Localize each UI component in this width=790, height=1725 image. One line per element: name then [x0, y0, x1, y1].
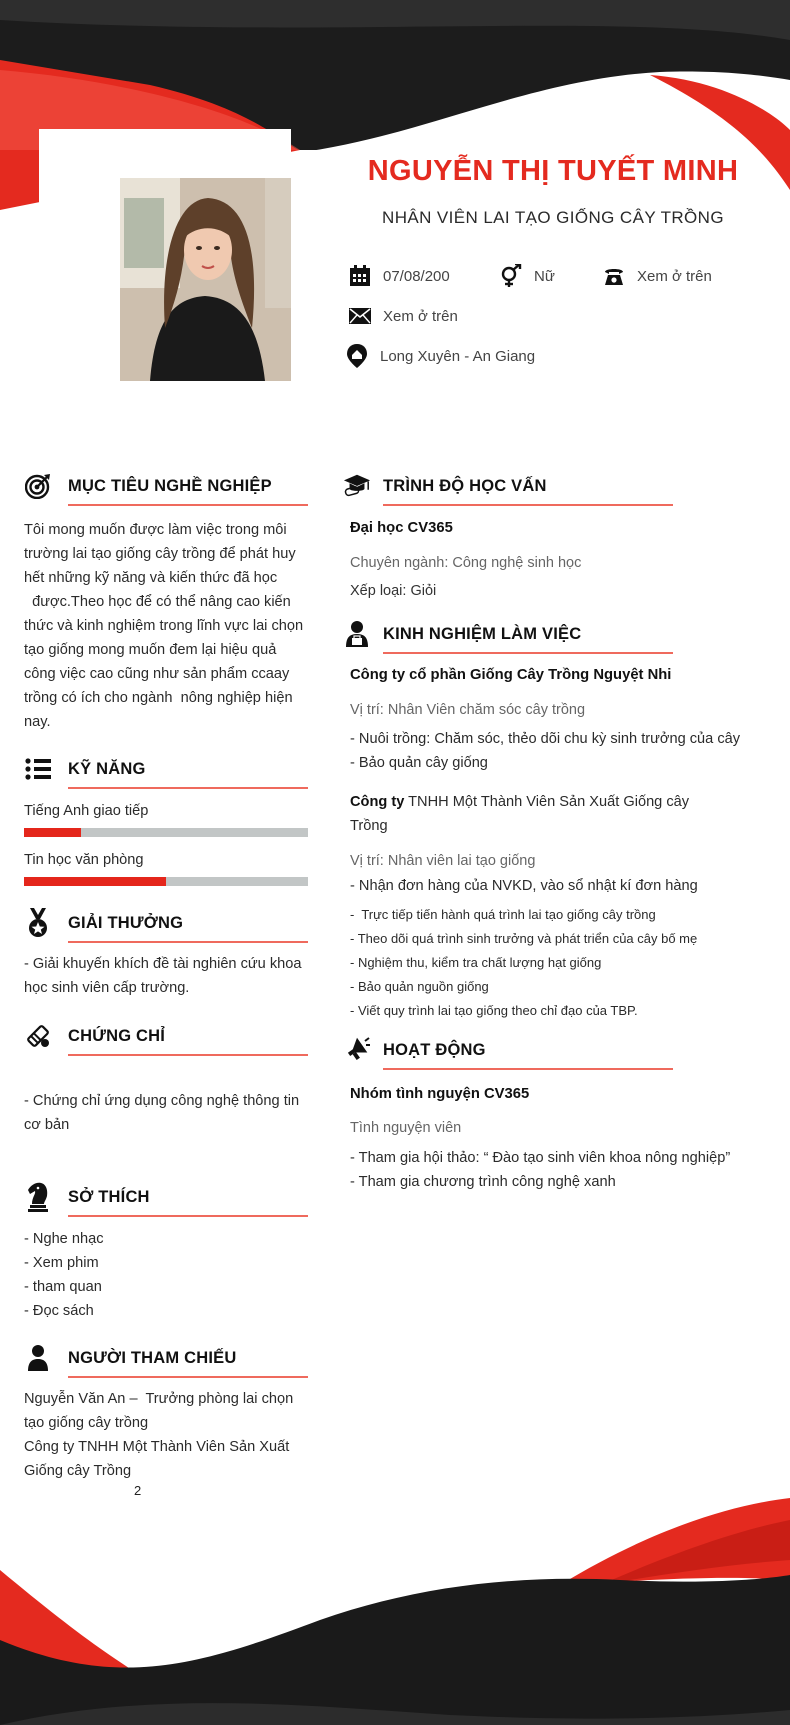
hobby-item: - Xem phim [24, 1255, 99, 1271]
hobbies-header [24, 1183, 310, 1219]
activities-title: HOẠT ĐỘNG [383, 1041, 486, 1059]
objective-divider [68, 504, 308, 506]
skills-divider [68, 787, 308, 789]
reference-line: Công ty TNHH Một Thành Viên Sản Xuất [24, 1439, 290, 1455]
objective-title: MỤC TIÊU NGHỀ NGHIỆP [68, 477, 272, 495]
skill-bar-fill [24, 828, 81, 837]
skill-bar [24, 877, 308, 886]
chess-knight-icon [24, 1183, 52, 1211]
awards-divider [68, 941, 308, 943]
objective-line: trồng có ích cho ngành nông nghiệp hiện [24, 690, 293, 706]
email-value: Xem ở trên [383, 307, 458, 325]
activity-group: Nhóm tình nguyện CV365 [350, 1086, 530, 1102]
objective-line: công việc cao cũng như sản phẩm ccaay [24, 666, 290, 682]
certificates-title: CHỨNG CHỈ [68, 1027, 166, 1045]
objective-line: trường lai tạo giống cây trồng để phát huy [24, 546, 296, 562]
education-divider [383, 504, 673, 506]
hobbies-divider [68, 1215, 308, 1217]
activity-list [350, 1146, 730, 1194]
email-info [348, 304, 458, 328]
birthdate-info [348, 264, 450, 288]
experience-title: KINH NGHIỆM LÀM VIỆC [383, 625, 582, 643]
skill-bar [24, 828, 308, 837]
skills-title: KỸ NĂNG [68, 760, 146, 778]
objective-line: Tôi mong muốn được làm việc trong môi [24, 522, 287, 538]
footer-wave-decoration [0, 1490, 790, 1725]
job-company-line2: Trồng [350, 818, 388, 834]
activity-role: Tình nguyện viên [350, 1120, 462, 1136]
skill-bar-fill [24, 877, 166, 886]
profile-photo [120, 178, 291, 381]
address-info [345, 344, 535, 368]
reference-line: tạo giống cây trồng [24, 1415, 149, 1431]
hobbies-title: SỞ THÍCH [68, 1188, 150, 1206]
awards-title: GIẢI THƯỞNG [68, 914, 184, 932]
briefcase-person-icon [343, 620, 371, 648]
awards-header [24, 909, 310, 945]
activity-item: - Tham gia hội thảo: “ Đào tạo sinh viên khoa nông nghiệp” [350, 1150, 731, 1166]
references-title: NGƯỜI THAM CHIẾU [68, 1349, 237, 1367]
education-title: TRÌNH ĐỘ HỌC VẤN [383, 477, 547, 495]
job-task: - Nghiệm thu, kiểm tra chất lượng hạt giống [350, 955, 602, 970]
hobbies-list [24, 1227, 104, 1323]
medal-icon [24, 909, 52, 937]
job-task: - Trực tiếp tiến hành quá trình lai tạo giống cây trồng [350, 907, 656, 922]
activities-header [343, 1036, 673, 1072]
references-header [24, 1344, 310, 1380]
certificate-line: - Chứng chỉ ứng dụng công nghệ thông tin [24, 1093, 300, 1109]
candidate-name: NGUYỄN THỊ TUYẾT MINH [367, 155, 739, 187]
job-position: Vị trí: Nhân viên lai tạo giống [350, 853, 536, 869]
objective-line: thức và kinh nghiệm trong lĩnh vực lai chọn [24, 618, 304, 634]
references-divider [68, 1376, 308, 1378]
job-tasks [350, 727, 740, 775]
address-value: Long Xuyên - An Giang [380, 347, 536, 365]
reference-line: Giống cây Trồng [24, 1463, 132, 1479]
job-company: Công ty cổ phần Giống Cây Trồng Nguyệt Nhi [350, 667, 672, 683]
activities-divider [383, 1068, 673, 1070]
person-icon [24, 1344, 52, 1372]
hobby-item: - Đọc sách [24, 1303, 94, 1319]
reference-line: Nguyễn Văn An – Trưởng phòng lai chọn [24, 1391, 294, 1407]
objective-line: nay. [24, 714, 51, 730]
envelope-icon [348, 304, 372, 328]
certificate-icon [24, 1022, 52, 1050]
job-task: - Nuôi trồng: Chăm sóc, thẻo dõi chu kỳ sinh trưởng của cây [350, 731, 741, 747]
education-header [343, 472, 673, 508]
certificates-divider [68, 1054, 308, 1056]
certificates-text [24, 1089, 319, 1137]
gender-info [499, 264, 555, 288]
target-icon [24, 472, 52, 500]
job-task: - Bảo quản nguồn giống [350, 979, 489, 994]
objective-text [24, 518, 319, 734]
phone-icon [602, 264, 626, 288]
location-pin-icon [345, 344, 369, 368]
graduation-cap-icon [343, 472, 371, 500]
job-title: NHÂN VIÊN LAI TẠO GIỐNG CÂY TRỒNG [382, 208, 724, 227]
job-company [350, 790, 700, 838]
reference-partial-text: 2 [134, 1483, 142, 1498]
objective-line: tạo giống mong muốn đem lại hiệu quả [24, 642, 277, 658]
objective-header [24, 472, 310, 508]
skills-header [24, 755, 310, 791]
gender-value: Nữ [534, 267, 555, 285]
job-task: - Viết quy trình lai tạo giống theo chỉ đạo của TBP. [350, 1003, 638, 1018]
objective-line: được.Theo học để có thể nâng cao kiến [24, 594, 291, 610]
objective-line: hết những kỹ năng và kiến thức đã học [24, 570, 278, 586]
awards-text [24, 952, 319, 1000]
job-company-rest: TNHH Một Thành Viên Sản Xuất Giống cây [404, 794, 690, 810]
certificate-line: cơ bản [24, 1117, 70, 1133]
gender-icon [499, 264, 523, 288]
calendar-icon [348, 264, 372, 288]
job-task: - Nhận đơn hàng của NVKD, vào sổ nhật kí đơn hàng [350, 878, 698, 894]
list-icon [24, 755, 52, 783]
hobby-item: - Nghe nhạc [24, 1231, 104, 1247]
birthdate-value: 07/08/200 [383, 267, 450, 285]
education-major: Chuyên ngành: Công nghệ sinh học [350, 555, 582, 571]
education-school: Đại học CV365 [350, 520, 453, 536]
education-rank: Xếp loại: Giỏi [350, 583, 437, 599]
skill-label: Tiếng Anh giao tiếp [24, 803, 149, 819]
references-text [24, 1387, 319, 1483]
skill-label: Tin học văn phòng [24, 852, 144, 868]
award-line: - Giải khuyến khích đề tài nghiên cứu khoa [24, 956, 302, 972]
job-task: - Theo dõi quá trình sinh trưởng và phát triển của cây bố mẹ [350, 931, 698, 946]
hobby-item: - tham quan [24, 1279, 102, 1295]
phone-value: Xem ở trên [637, 267, 712, 285]
activity-item: - Tham gia chương trình công nghệ xanh [350, 1174, 616, 1190]
job-task: - Bảo quản cây giống [350, 755, 488, 771]
phone-info [602, 264, 712, 288]
certificates-header [24, 1022, 310, 1058]
megaphone-icon [343, 1036, 371, 1064]
job-position: Vị trí: Nhân Viên chăm sóc cây trồng [350, 702, 586, 718]
experience-header [343, 620, 673, 656]
award-line: học sinh viên cấp trường. [24, 980, 190, 996]
experience-divider [383, 652, 673, 654]
job-company-bold: Công ty [350, 794, 405, 810]
